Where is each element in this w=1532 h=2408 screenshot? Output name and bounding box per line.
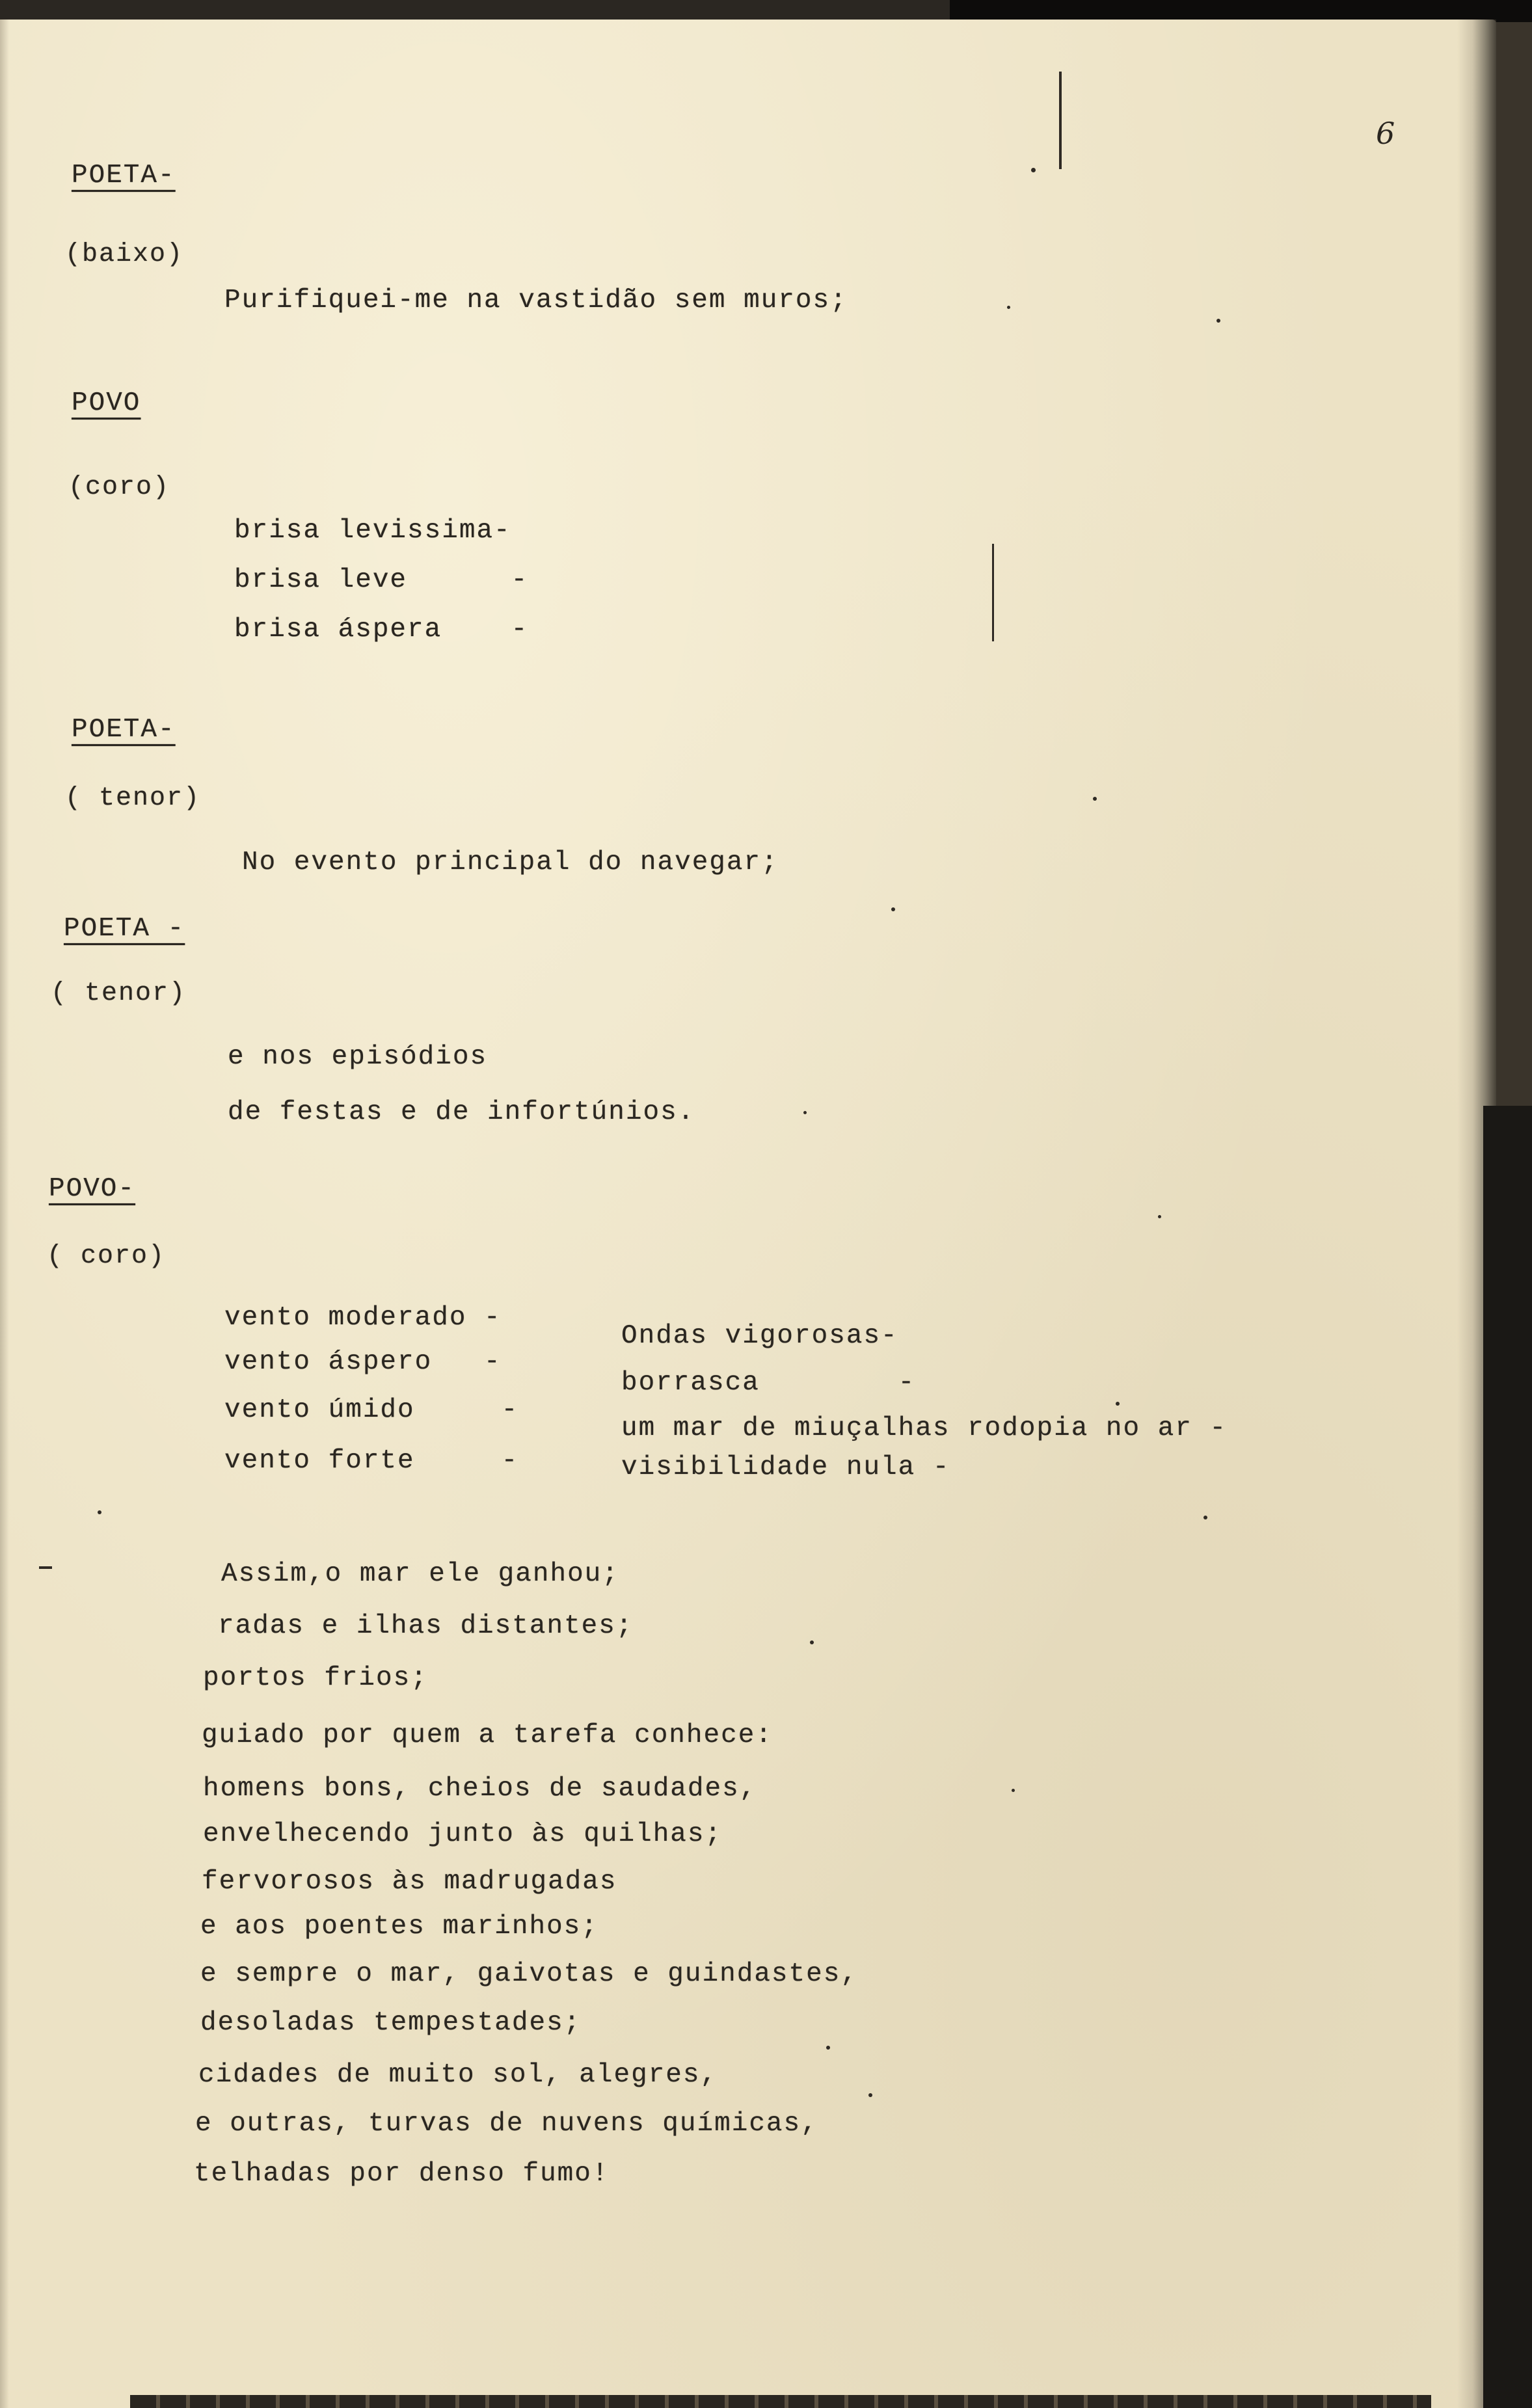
- voice-part: ( coro): [47, 1242, 166, 1271]
- wind-line: vento áspero -: [224, 1347, 502, 1377]
- verse-line: de festas e de infortúnios.: [228, 1097, 695, 1127]
- wind-line: vento forte -: [224, 1446, 519, 1476]
- wind-line: vento moderado -: [224, 1303, 502, 1333]
- right-dark-background: [1483, 1106, 1532, 2408]
- stanza-line: envelhecendo junto às quilhas;: [203, 1819, 723, 1849]
- bottom-edge: [130, 2395, 1431, 2408]
- paper-mark: [39, 1566, 52, 1569]
- page-number: 6: [1376, 116, 1395, 151]
- paper-speck: [1093, 797, 1097, 801]
- paper-speck: [1116, 1402, 1120, 1406]
- paper-speck: [1012, 1789, 1015, 1792]
- paper-speck: [891, 907, 895, 911]
- stanza-line: e outras, turvas de nuvens químicas,: [195, 2109, 818, 2139]
- verse-line: brisa levissima-: [234, 516, 511, 546]
- stanza-line: e aos poentes marinhos;: [200, 1912, 598, 1942]
- paper-speck: [810, 1640, 814, 1644]
- voice-part: (coro): [68, 473, 170, 502]
- speaker-label: POETA-: [72, 161, 176, 191]
- sea-line: Ondas vigorosas-: [621, 1321, 898, 1351]
- verse-line: No evento principal do navegar;: [242, 848, 779, 877]
- voice-part: ( tenor): [51, 979, 187, 1008]
- paper-speck: [868, 2093, 872, 2097]
- voice-part: ( tenor): [65, 784, 201, 813]
- paper-mark: [992, 544, 994, 641]
- speaker-label: POVO: [72, 388, 141, 418]
- paper-speck: [803, 1111, 807, 1114]
- paper-mark: [1059, 72, 1062, 169]
- paper-speck: [1158, 1215, 1161, 1218]
- paper-speck: [1216, 319, 1220, 323]
- verse-line: e nos episódios: [228, 1042, 488, 1072]
- stanza-line: e sempre o mar, gaivotas e guindastes,: [200, 1959, 858, 1989]
- stanza-line: portos frios;: [203, 1663, 428, 1693]
- sea-line: visibilidade nula -: [621, 1452, 950, 1482]
- voice-part: (baixo): [65, 240, 184, 269]
- paper-speck: [1007, 306, 1010, 309]
- stanza-line: Assim,o mar ele ganhou;: [221, 1559, 619, 1589]
- verse-line: brisa leve -: [234, 565, 529, 595]
- verse-line: Purifiquei-me na vastidão sem muros;: [224, 286, 848, 315]
- speaker-label: POETA -: [64, 914, 185, 944]
- verse-line: brisa áspera -: [234, 615, 529, 645]
- wind-line: vento úmido -: [224, 1395, 519, 1425]
- speaker-label: POVO-: [49, 1174, 136, 1204]
- sea-line: borrasca -: [621, 1368, 916, 1398]
- stanza-line: fervorosos às madrugadas: [202, 1867, 617, 1897]
- stanza-line: cidades de muito sol, alegres,: [198, 2060, 718, 2090]
- paper-speck: [1203, 1516, 1207, 1519]
- paper-speck: [1031, 168, 1036, 172]
- stanza-line: radas e ilhas distantes;: [218, 1611, 634, 1641]
- left-shadow: [0, 20, 9, 2408]
- typewritten-page: [0, 20, 1496, 2408]
- paper-speck: [826, 2046, 830, 2050]
- speaker-label: POETA-: [72, 715, 176, 745]
- stanza-line: homens bons, cheios de saudades,: [203, 1774, 757, 1804]
- stanza-line: guiado por quem a tarefa conhece:: [202, 1720, 773, 1750]
- top-border: [0, 0, 1532, 22]
- sea-line: um mar de miuçalhas rodopia no ar -: [621, 1413, 1228, 1443]
- paper-speck: [98, 1510, 101, 1514]
- stanza-line: desoladas tempestades;: [200, 2008, 582, 2038]
- stanza-line: telhadas por denso fumo!: [194, 2159, 610, 2189]
